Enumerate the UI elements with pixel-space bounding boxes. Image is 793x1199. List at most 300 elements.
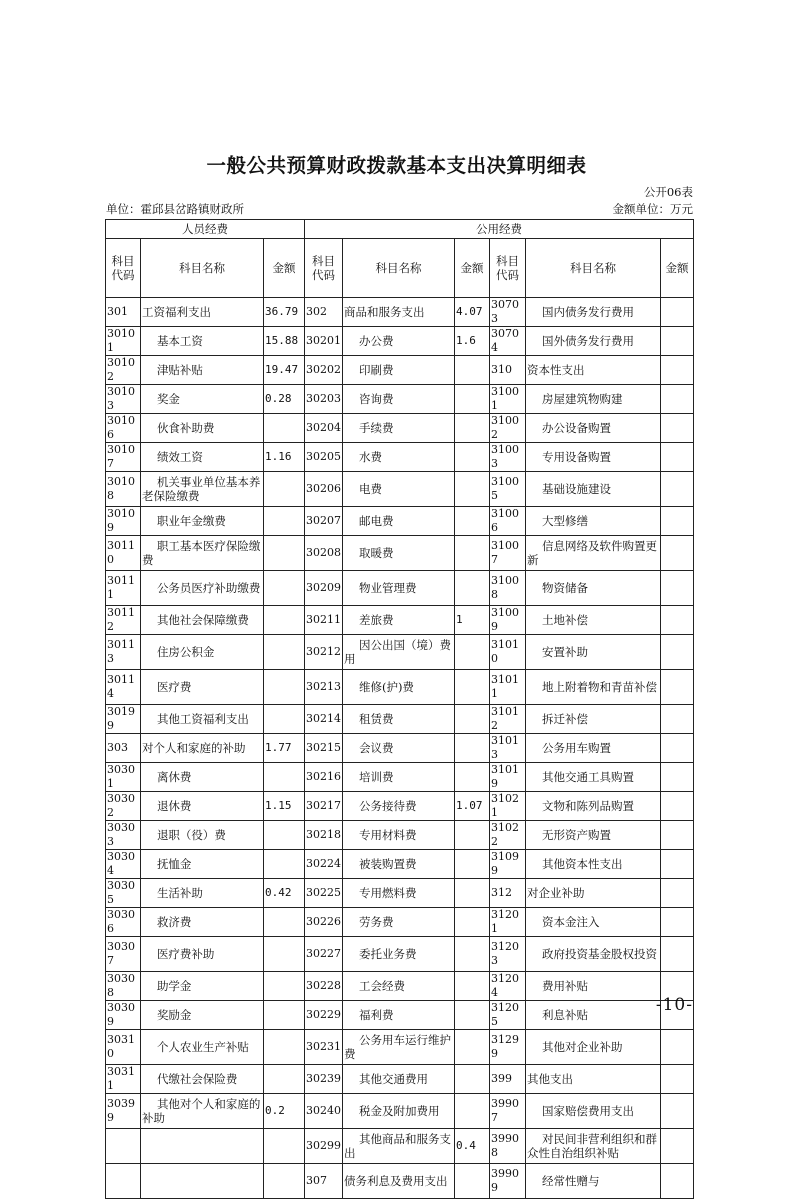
amount-cell	[455, 908, 490, 937]
subject-name-cell: 公务用车购置	[526, 734, 661, 763]
amount-cell: 1.16	[264, 443, 305, 472]
subject-name-cell: 个人农业生产补贴	[141, 1030, 264, 1065]
subject-code-cell: 30101	[106, 327, 141, 356]
subject-name-cell: 对民间非营利组织和群众性自治组织补贴	[526, 1129, 661, 1164]
amount-cell	[264, 606, 305, 635]
subject-code-cell: 30201	[305, 327, 343, 356]
subject-name-cell: 奖金	[141, 385, 264, 414]
subject-name-cell: 专用燃料费	[343, 879, 455, 908]
table-row	[106, 414, 694, 443]
subject-name-cell: 机关事业单位基本养老保险缴费	[141, 472, 264, 507]
table-row	[106, 972, 694, 1001]
unit-label: 单位：霍邱县岔路镇财政所	[106, 202, 244, 216]
table-row	[106, 606, 694, 635]
subject-code-cell: 30224	[305, 850, 343, 879]
amount-cell	[661, 472, 694, 507]
amount-cell	[264, 1164, 305, 1199]
subject-code-cell: 31005	[490, 472, 526, 507]
subject-name-cell: 房屋建筑物购建	[526, 385, 661, 414]
subject-name-cell: 专用材料费	[343, 821, 455, 850]
amount-cell	[661, 635, 694, 670]
amount-cell	[661, 1065, 694, 1094]
subject-name-cell: 债务利息及费用支出	[343, 1164, 455, 1199]
subject-name-cell: 物业管理费	[343, 571, 455, 606]
amount-cell: 0.2	[264, 1094, 305, 1129]
subject-name-cell: 离休费	[141, 763, 264, 792]
subject-code-cell: 302	[305, 298, 343, 327]
subject-code-cell: 30307	[106, 937, 141, 972]
subject-name-cell: 其他资本性支出	[526, 850, 661, 879]
amount-cell	[264, 705, 305, 734]
subject-code-cell: 30217	[305, 792, 343, 821]
amount-cell	[455, 414, 490, 443]
subject-name-cell: 其他交通费用	[343, 1065, 455, 1094]
amount-cell: 19.47	[264, 356, 305, 385]
amount-cell	[455, 821, 490, 850]
subject-name-cell: 基础设施建设	[526, 472, 661, 507]
subject-name-cell: 手续费	[343, 414, 455, 443]
amount-cell: 1.77	[264, 734, 305, 763]
table-row	[106, 1065, 694, 1094]
amount-cell	[264, 536, 305, 571]
amount-cell: 1.15	[264, 792, 305, 821]
subject-code-cell: 31013	[490, 734, 526, 763]
amount-cell: 1.6	[455, 327, 490, 356]
subject-code-cell: 30209	[305, 571, 343, 606]
amount-cell	[661, 908, 694, 937]
subject-code-cell: 30102	[106, 356, 141, 385]
subject-name-cell: 委托业务费	[343, 937, 455, 972]
amount-cell	[661, 443, 694, 472]
subject-code-cell	[106, 1164, 141, 1199]
subject-name-cell: 其他对企业补助	[526, 1030, 661, 1065]
table-row	[106, 472, 694, 507]
amount-cell	[455, 1094, 490, 1129]
amount-cell	[264, 1065, 305, 1094]
table-row	[106, 879, 694, 908]
subject-code-cell: 31201	[490, 908, 526, 937]
subject-code-cell: 31205	[490, 1001, 526, 1030]
subject-name-cell: 印刷费	[343, 356, 455, 385]
subject-code-cell: 31012	[490, 705, 526, 734]
amount-cell	[661, 734, 694, 763]
subject-name-cell: 国内债务发行费用	[526, 298, 661, 327]
amount-cell	[661, 385, 694, 414]
table-row	[106, 670, 694, 705]
amount-cell	[264, 937, 305, 972]
subject-code-cell: 30301	[106, 763, 141, 792]
subject-name-cell: 咨询费	[343, 385, 455, 414]
subject-code-cell: 31204	[490, 972, 526, 1001]
header-name: 科目名称	[526, 239, 661, 298]
subject-code-cell: 30106	[106, 414, 141, 443]
subject-code-cell: 30112	[106, 606, 141, 635]
table-row	[106, 734, 694, 763]
subject-code-cell: 31008	[490, 571, 526, 606]
table-row	[106, 298, 694, 327]
subject-code-cell: 30114	[106, 670, 141, 705]
subject-code-cell: 30304	[106, 850, 141, 879]
subject-code-cell: 30204	[305, 414, 343, 443]
table-row	[106, 850, 694, 879]
amount-cell	[661, 763, 694, 792]
amount-cell	[661, 571, 694, 606]
subject-name-cell: 利息补贴	[526, 1001, 661, 1030]
subject-code-cell: 31002	[490, 414, 526, 443]
subject-name-cell: 大型修缮	[526, 507, 661, 536]
subject-name-cell: 办公费	[343, 327, 455, 356]
amount-cell	[264, 635, 305, 670]
subject-code-cell: 30227	[305, 937, 343, 972]
subject-name-cell: 邮电费	[343, 507, 455, 536]
subject-name-cell: 工会经费	[343, 972, 455, 1001]
subject-code-cell: 30229	[305, 1001, 343, 1030]
subject-code-cell: 31007	[490, 536, 526, 571]
amount-cell	[661, 792, 694, 821]
group-header-personnel: 人员经费	[106, 220, 305, 239]
table-row	[106, 571, 694, 606]
subject-name-cell: 职业年金缴费	[141, 507, 264, 536]
subject-code-cell: 31003	[490, 443, 526, 472]
subject-name-cell: 政府投资基金股权投资	[526, 937, 661, 972]
subject-name-cell: 其他工资福利支出	[141, 705, 264, 734]
subject-name-cell: 会议费	[343, 734, 455, 763]
table-row	[106, 1094, 694, 1129]
subject-code-cell: 30213	[305, 670, 343, 705]
subject-name-cell: 费用补贴	[526, 972, 661, 1001]
subject-name-cell: 国外债务发行费用	[526, 327, 661, 356]
subject-name-cell: 退休费	[141, 792, 264, 821]
amount-cell	[455, 536, 490, 571]
subject-code-cell: 31009	[490, 606, 526, 635]
subject-code-cell: 31099	[490, 850, 526, 879]
subject-code-cell: 307	[305, 1164, 343, 1199]
subject-name-cell: 办公设备购置	[526, 414, 661, 443]
amount-cell	[264, 821, 305, 850]
subject-name-cell: 安置补助	[526, 635, 661, 670]
subject-code-cell: 30111	[106, 571, 141, 606]
table-row	[106, 705, 694, 734]
subject-name-cell: 其他支出	[526, 1065, 661, 1094]
amount-cell	[455, 879, 490, 908]
subject-name-cell: 专用设备购置	[526, 443, 661, 472]
amount-cell	[264, 908, 305, 937]
subject-code-cell: 30218	[305, 821, 343, 850]
amount-cell: 36.79	[264, 298, 305, 327]
subject-name-cell: 因公出国（境）费用	[343, 635, 455, 670]
amount-cell	[264, 1001, 305, 1030]
amount-cell: 1	[455, 606, 490, 635]
amount-cell	[264, 507, 305, 536]
subject-name-cell: 无形资产购置	[526, 821, 661, 850]
subject-name-cell: 电费	[343, 472, 455, 507]
subject-name-cell: 商品和服务支出	[343, 298, 455, 327]
amount-cell: 0.4	[455, 1129, 490, 1164]
subject-code-cell: 30703	[490, 298, 526, 327]
amount-cell	[661, 1094, 694, 1129]
subject-name-cell: 退职（役）费	[141, 821, 264, 850]
amount-cell	[455, 705, 490, 734]
header-amount: 金额	[661, 239, 694, 298]
table-row	[106, 763, 694, 792]
subject-code-cell: 30228	[305, 972, 343, 1001]
subject-name-cell: 工资福利支出	[141, 298, 264, 327]
subject-name-cell: 经常性赠与	[526, 1164, 661, 1199]
subject-code-cell: 30109	[106, 507, 141, 536]
amount-cell	[455, 850, 490, 879]
subject-code-cell: 30110	[106, 536, 141, 571]
table-row	[106, 536, 694, 571]
subject-code-cell: 30309	[106, 1001, 141, 1030]
amount-cell: 0.28	[264, 385, 305, 414]
subject-name-cell: 其他交通工具购置	[526, 763, 661, 792]
amount-cell	[455, 571, 490, 606]
amount-cell	[455, 472, 490, 507]
subject-code-cell: 312	[490, 879, 526, 908]
subject-name-cell: 文物和陈列品购置	[526, 792, 661, 821]
subject-name-cell: 土地补偿	[526, 606, 661, 635]
subject-name-cell	[141, 1129, 264, 1164]
subject-name-cell: 资本性支出	[526, 356, 661, 385]
header-name: 科目名称	[343, 239, 455, 298]
subject-name-cell: 其他社会保障缴费	[141, 606, 264, 635]
table-row	[106, 385, 694, 414]
subject-code-cell: 30311	[106, 1065, 141, 1094]
subject-code-cell: 31299	[490, 1030, 526, 1065]
amount-cell	[455, 972, 490, 1001]
subject-name-cell: 租赁费	[343, 705, 455, 734]
subject-code-cell: 31019	[490, 763, 526, 792]
subject-code-cell: 39909	[490, 1164, 526, 1199]
header-code: 科目 代码	[490, 239, 526, 298]
subject-code-cell: 30299	[305, 1129, 343, 1164]
subject-code-cell: 30305	[106, 879, 141, 908]
subject-name-cell: 拆迁补偿	[526, 705, 661, 734]
amount-cell	[455, 937, 490, 972]
amount-cell	[455, 507, 490, 536]
subject-name-cell: 职工基本医疗保险缴费	[141, 536, 264, 571]
subject-name-cell: 抚恤金	[141, 850, 264, 879]
subject-name-cell: 奖励金	[141, 1001, 264, 1030]
amount-cell	[661, 879, 694, 908]
subject-code-cell: 30212	[305, 635, 343, 670]
subject-code-cell: 30240	[305, 1094, 343, 1129]
table-row	[106, 507, 694, 536]
amount-cell	[661, 1030, 694, 1065]
amount-cell: 15.88	[264, 327, 305, 356]
subject-code-cell: 30206	[305, 472, 343, 507]
subject-name-cell: 医疗费	[141, 670, 264, 705]
group-header-public: 公用经费	[305, 220, 694, 239]
subject-code-cell: 30225	[305, 879, 343, 908]
subject-code-cell: 31022	[490, 821, 526, 850]
amount-cell: 1.07	[455, 792, 490, 821]
table-body	[106, 298, 694, 1199]
subject-code-cell: 301	[106, 298, 141, 327]
subject-code-cell: 30306	[106, 908, 141, 937]
amount-cell	[661, 298, 694, 327]
amount-cell	[661, 1164, 694, 1199]
subject-code-cell: 30199	[106, 705, 141, 734]
amount-cell	[264, 850, 305, 879]
amount-cell	[661, 821, 694, 850]
amount-cell	[455, 670, 490, 705]
amount-cell	[264, 571, 305, 606]
table-row	[106, 356, 694, 385]
subject-name-cell: 水费	[343, 443, 455, 472]
subject-code-cell: 30202	[305, 356, 343, 385]
amount-cell: 0.42	[264, 879, 305, 908]
amount-cell	[264, 670, 305, 705]
amount-cell	[661, 1129, 694, 1164]
amount-cell	[264, 1129, 305, 1164]
amount-cell	[264, 1030, 305, 1065]
amount-cell	[264, 763, 305, 792]
subject-name-cell: 差旅费	[343, 606, 455, 635]
amount-cell: 4.07	[455, 298, 490, 327]
subject-name-cell: 生活补助	[141, 879, 264, 908]
subject-name-cell: 资本金注入	[526, 908, 661, 937]
subject-code-cell: 30103	[106, 385, 141, 414]
amount-cell	[264, 972, 305, 1001]
subject-code-cell: 30399	[106, 1094, 141, 1129]
subject-code-cell: 31021	[490, 792, 526, 821]
table-row	[106, 908, 694, 937]
subject-name-cell: 住房公积金	[141, 635, 264, 670]
header-name: 科目名称	[141, 239, 264, 298]
page-number: -10-	[655, 995, 693, 1015]
subject-code-cell: 30203	[305, 385, 343, 414]
amount-cell	[264, 414, 305, 443]
subject-name-cell: 对企业补助	[526, 879, 661, 908]
amount-cell	[661, 507, 694, 536]
amount-cell	[455, 734, 490, 763]
subject-code-cell: 310	[490, 356, 526, 385]
header-amount: 金额	[264, 239, 305, 298]
subject-name-cell: 取暖费	[343, 536, 455, 571]
subject-name-cell: 税金及附加费用	[343, 1094, 455, 1129]
subject-code-cell: 31001	[490, 385, 526, 414]
table-row	[106, 1030, 694, 1065]
subject-name-cell: 维修(护)费	[343, 670, 455, 705]
subject-code-cell: 30303	[106, 821, 141, 850]
table-row	[106, 1001, 694, 1030]
subject-code-cell: 30208	[305, 536, 343, 571]
subject-code-cell: 31203	[490, 937, 526, 972]
header-amount: 金额	[455, 239, 490, 298]
header-code: 科目 代码	[106, 239, 141, 298]
amount-cell	[455, 385, 490, 414]
subject-code-cell: 399	[490, 1065, 526, 1094]
subject-code-cell: 30207	[305, 507, 343, 536]
amount-cell	[455, 1065, 490, 1094]
amount-cell	[455, 443, 490, 472]
subject-code-cell: 30215	[305, 734, 343, 763]
subject-code-cell: 30310	[106, 1030, 141, 1065]
subject-code-cell: 30108	[106, 472, 141, 507]
subject-name-cell: 公务用车运行维护费	[343, 1030, 455, 1065]
table-row	[106, 635, 694, 670]
subject-code-cell: 30211	[305, 606, 343, 635]
subject-name-cell: 对个人和家庭的补助	[141, 734, 264, 763]
table-row	[106, 937, 694, 972]
subject-name-cell: 医疗费补助	[141, 937, 264, 972]
subject-code-cell: 30704	[490, 327, 526, 356]
form-number: 公开06表	[643, 185, 693, 199]
subject-code-cell: 39907	[490, 1094, 526, 1129]
subject-name-cell: 其他对个人和家庭的补助	[141, 1094, 264, 1129]
subject-name-cell: 国家赔偿费用支出	[526, 1094, 661, 1129]
subject-code-cell: 30214	[305, 705, 343, 734]
subject-code-cell: 39908	[490, 1129, 526, 1164]
subject-name-cell: 救济费	[141, 908, 264, 937]
subject-code-cell: 31010	[490, 635, 526, 670]
amount-cell	[661, 414, 694, 443]
amount-cell	[455, 1164, 490, 1199]
subject-code-cell: 30205	[305, 443, 343, 472]
subject-name-cell: 其他商品和服务支出	[343, 1129, 455, 1164]
table-row	[106, 1129, 694, 1164]
amount-cell	[661, 670, 694, 705]
subject-name-cell: 津贴补贴	[141, 356, 264, 385]
subject-name-cell: 基本工资	[141, 327, 264, 356]
subject-code-cell: 30302	[106, 792, 141, 821]
subject-name-cell: 助学金	[141, 972, 264, 1001]
subject-name-cell: 信息网络及软件购置更新	[526, 536, 661, 571]
amount-cell	[455, 1001, 490, 1030]
subject-name-cell: 公务接待费	[343, 792, 455, 821]
subject-code-cell: 30226	[305, 908, 343, 937]
page-title: 一般公共预算财政拨款基本支出决算明细表	[206, 154, 587, 177]
subject-code-cell: 303	[106, 734, 141, 763]
subject-code-cell: 30239	[305, 1065, 343, 1094]
amount-cell	[661, 327, 694, 356]
subject-name-cell: 代缴社会保险费	[141, 1065, 264, 1094]
table-row	[106, 1164, 694, 1199]
subject-code-cell: 31006	[490, 507, 526, 536]
subject-code-cell: 30231	[305, 1030, 343, 1065]
subject-code-cell: 30308	[106, 972, 141, 1001]
table-row	[106, 792, 694, 821]
amount-cell	[661, 606, 694, 635]
subject-name-cell: 福利费	[343, 1001, 455, 1030]
subject-name-cell: 伙食补助费	[141, 414, 264, 443]
table-row	[106, 327, 694, 356]
subject-code-cell	[106, 1129, 141, 1164]
subject-name-cell: 被装购置费	[343, 850, 455, 879]
subject-name-cell: 地上附着物和青苗补偿	[526, 670, 661, 705]
amount-cell	[264, 472, 305, 507]
header-code: 科目 代码	[305, 239, 343, 298]
amount-cell	[661, 356, 694, 385]
amount-cell	[661, 937, 694, 972]
expenditure-table	[105, 219, 694, 1199]
money-unit-label: 金额单位：万元	[612, 202, 693, 216]
amount-cell	[661, 850, 694, 879]
subject-code-cell: 30113	[106, 635, 141, 670]
subject-name-cell	[141, 1164, 264, 1199]
amount-cell	[661, 536, 694, 571]
amount-cell	[661, 705, 694, 734]
amount-cell	[455, 1030, 490, 1065]
table-row	[106, 821, 694, 850]
subject-name-cell: 绩效工资	[141, 443, 264, 472]
subject-name-cell: 培训费	[343, 763, 455, 792]
subject-name-cell: 劳务费	[343, 908, 455, 937]
amount-cell	[455, 356, 490, 385]
subject-name-cell: 公务员医疗补助缴费	[141, 571, 264, 606]
subject-code-cell: 30107	[106, 443, 141, 472]
